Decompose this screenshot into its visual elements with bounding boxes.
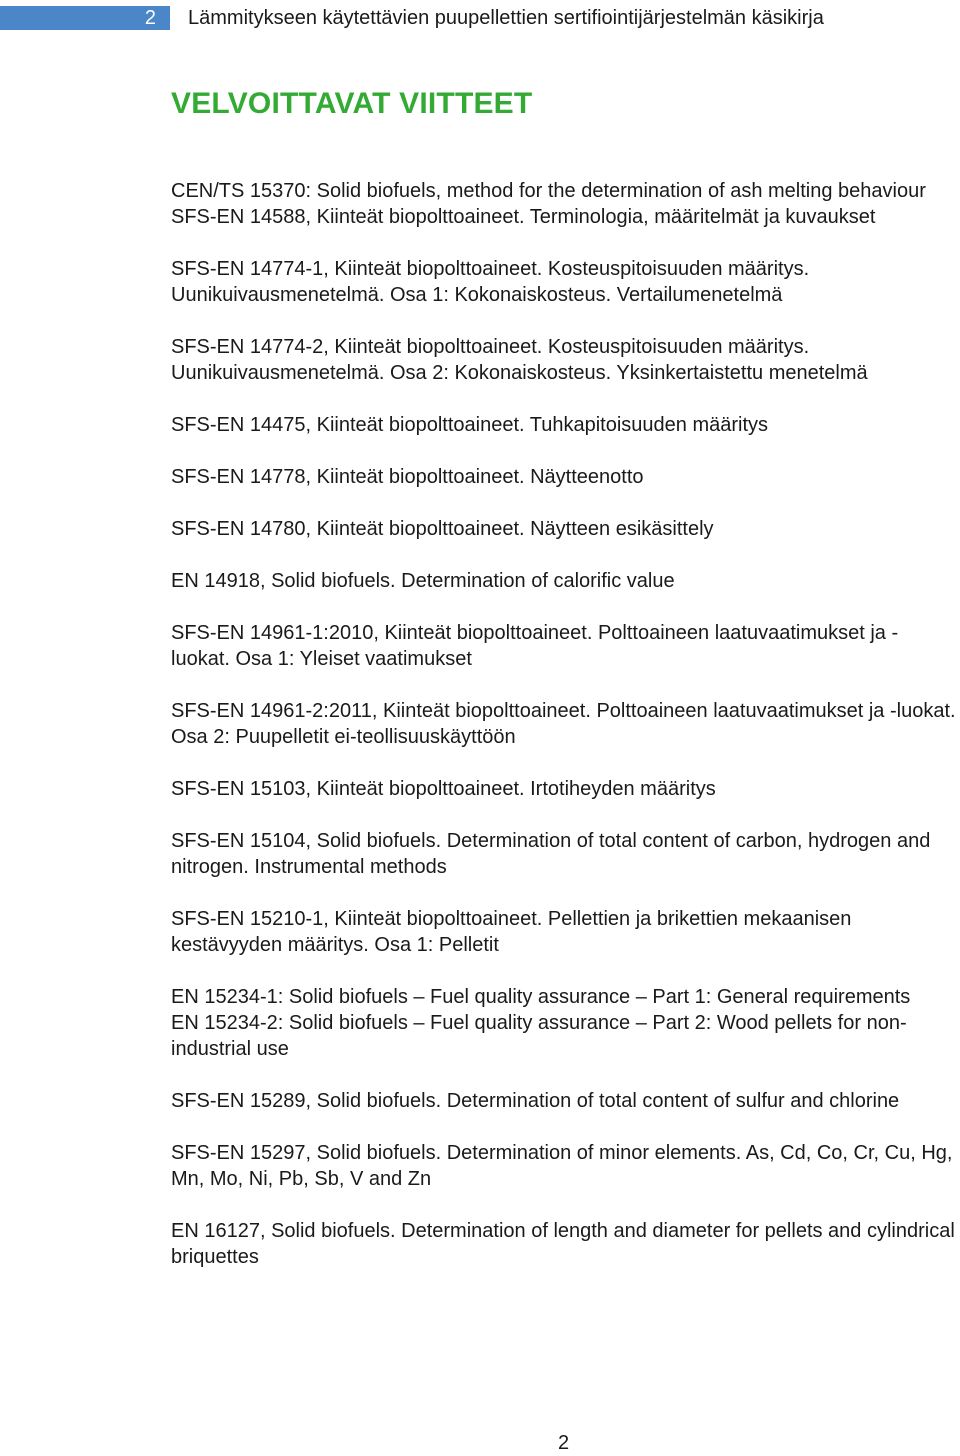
reference-item: SFS-EN 14961-2:2011, Kiinteät biopolttoaineet. Polttoaineen laatuvaatimukset ja -luokat. Osa 2: Puupelletit ei-teollisuuskäyttöön — [171, 700, 956, 748]
page-header — [0, 6, 960, 30]
document-title: Lämmitykseen käytettävien puupellettien sertifiointijärjestelmän käsikirja — [188, 7, 824, 29]
reference-item: SFS-EN 14774-1, Kiinteät biopolttoaineet. Kosteuspitoisuuden määritys. Uunikuivausmenetelmä. Osa 1: Kokonaiskosteus. Vertailumenetelmä — [171, 258, 810, 306]
reference-item: EN 15234-2: Solid biofuels – Fuel quality assurance – Part 2: Wood pellets for non-industrial use — [171, 1012, 907, 1060]
reference-item: SFS-EN 14780, Kiinteät biopolttoaineet. Näytteen esikäsittely — [171, 518, 714, 540]
reference-item: SFS-EN 14588, Kiinteät biopolttoaineet. Terminologia, määritelmät ja kuvaukset — [171, 206, 876, 228]
reference-item: SFS-EN 14774-2, Kiinteät biopolttoaineet. Kosteuspitoisuuden määritys. Uunikuivausmenetelmä. Osa 2: Kokonaiskosteus. Yksinkertaistettu menetelmä — [171, 336, 868, 384]
reference-item: SFS-EN 14961-1:2010, Kiinteät biopolttoaineet. Polttoaineen laatuvaatimukset ja -luokat. Osa 1: Yleiset vaatimukset — [171, 622, 899, 670]
reference-item: SFS-EN 15210-1, Kiinteät biopolttoaineet. Pellettien ja brikettien mekaanisen kestävyyden määritys. Osa 1: Pelletit — [171, 908, 852, 956]
reference-item: EN 16127, Solid biofuels. Determination of length and diameter for pellets and cylindrical briquettes — [171, 1220, 955, 1268]
reference-item: EN 15234-1: Solid biofuels – Fuel quality assurance – Part 1: General requirements — [171, 986, 911, 1008]
footer-page-number: 2 — [558, 1432, 570, 1454]
section-heading: VELVOITTAVAT VIITTEET — [171, 87, 533, 120]
reference-item: CEN/TS 15370: Solid biofuels, method for the determination of ash melting behaviour — [171, 180, 926, 202]
reference-item: SFS-EN 15103, Kiinteät biopolttoaineet. Irtotiheyden määritys — [171, 778, 716, 800]
reference-item: EN 14918, Solid biofuels. Determination of calorific value — [171, 570, 675, 592]
header-page-number: 2 — [0, 6, 170, 30]
reference-item: SFS-EN 15104, Solid biofuels. Determination of total content of carbon, hydrogen and nitrogen. Instrumental methods — [171, 830, 931, 878]
reference-item: SFS-EN 15289, Solid biofuels. Determination of total content of sulfur and chlorine — [171, 1090, 900, 1112]
reference-item: SFS-EN 14475, Kiinteät biopolttoaineet. Tuhkapitoisuuden määritys — [171, 414, 769, 436]
reference-list — [171, 178, 956, 1270]
reference-item: SFS-EN 15297, Solid biofuels. Determination of minor elements. As, Cd, Co, Cr, Cu, Hg, Mn, Mo, Ni, Pb, Sb, V and Zn — [171, 1142, 953, 1190]
reference-item: SFS-EN 14778, Kiinteät biopolttoaineet. Näytteenotto — [171, 466, 644, 488]
